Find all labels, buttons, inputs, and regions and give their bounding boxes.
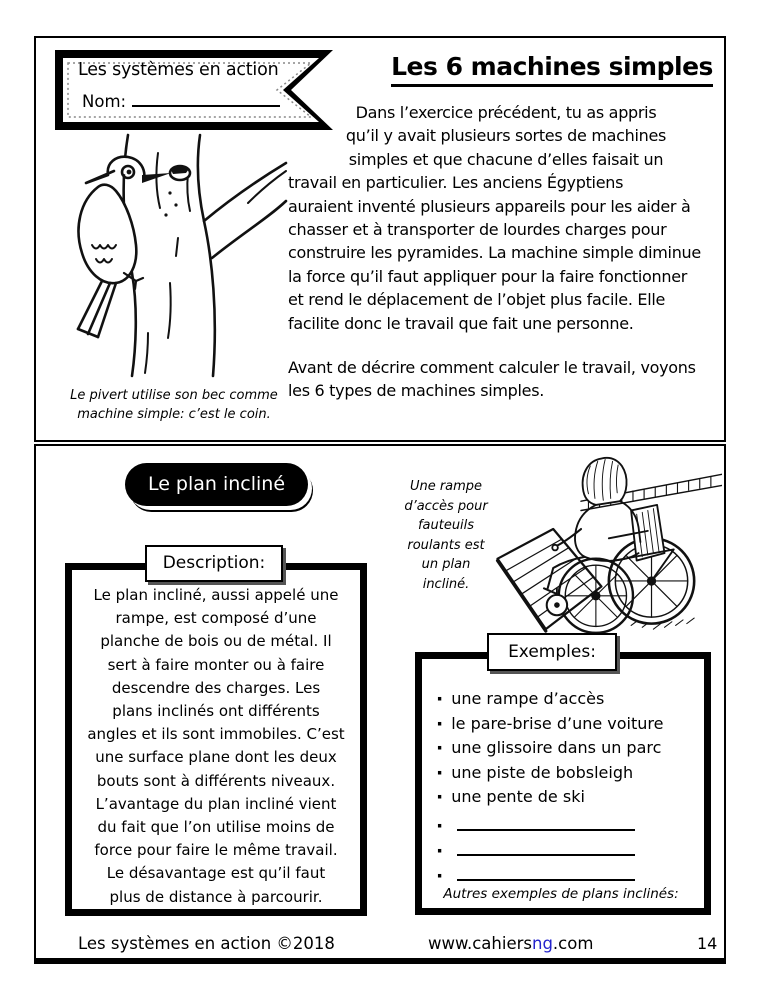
caption-line: incliné. <box>422 576 470 592</box>
example-blank-row <box>436 863 692 888</box>
example-item <box>436 785 692 810</box>
example-item-text: le pare-brise d’une voiture <box>451 713 664 733</box>
example-item-text: une glissoire dans un parc <box>451 738 662 757</box>
description-line: L’avantage du plan incliné vient <box>95 794 337 813</box>
intro-line: chasser et à transporter de lourdes charges pour <box>288 219 667 239</box>
description-line: descendre des charges. Les <box>111 678 321 697</box>
bullet-icon: · <box>436 737 444 759</box>
caption-line: Le pivert utilise son bec comme <box>70 388 278 403</box>
blank-write-line[interactable] <box>457 841 635 856</box>
intro-line: simples et que chacune d’elles faisait un <box>348 149 664 169</box>
section-heading-pill: Le plan incliné <box>125 463 308 506</box>
examples-label: Exemples: <box>487 633 617 671</box>
intro-paragraph <box>288 101 724 403</box>
page-number: 14 <box>697 934 718 953</box>
name-label: Nom: <box>82 92 127 111</box>
description-line: du fait que l’on utilise moins de <box>97 818 335 837</box>
example-item-text: une rampe d’accès <box>451 689 605 708</box>
description-line: Le plan incliné, aussi appelé une <box>93 586 339 604</box>
example-item-text: une piste de bobsleigh <box>451 762 634 782</box>
page-title: Les 6 machines simples <box>382 52 722 87</box>
description-line: force pour faire le même travail. <box>94 841 338 860</box>
intro-line: facilite donc le travail que fait une personne. <box>288 313 634 333</box>
website-prefix: www.cahiers <box>428 934 532 953</box>
example-item <box>436 736 692 761</box>
caption-line: d’accès pour <box>404 498 488 514</box>
description-line: bouts sont à différents niveaux. <box>96 771 336 790</box>
description-line: une surface plane dont les deux <box>95 748 337 767</box>
intro-line: construire les pyramides. La machine simple diminue <box>288 243 701 263</box>
name-write-line[interactable] <box>132 92 280 107</box>
intro-second-paragraph <box>288 356 724 403</box>
name-field-row <box>82 92 280 111</box>
intro-line: auraient inventé plusieurs appareils pour les aider à <box>288 196 691 216</box>
banner-title: Les systèmes en action <box>78 60 279 80</box>
bullet-icon: · <box>436 840 444 862</box>
intro-line: qu’il y avait plusieurs sortes de machines <box>345 126 667 146</box>
footer-series-copyright: Les systèmes en action ©2018 <box>78 934 335 953</box>
bullet-icon: · <box>436 865 444 887</box>
woodpecker-caption <box>48 386 300 424</box>
description-line: planche de bois ou de métal. Il <box>100 632 332 651</box>
description-line: plans inclinés ont différents <box>112 702 320 721</box>
description-line: plus de distance à parcourir. <box>109 887 323 906</box>
caption-line: Une rampe <box>409 479 483 494</box>
caption-line: fauteuils <box>417 518 475 533</box>
intro-line: la force qu’il faut appliquer pour la faire fonctionner <box>288 266 688 286</box>
website-accent: ng <box>531 934 553 953</box>
bullet-icon: · <box>436 786 444 808</box>
bullet-icon: · <box>436 688 444 710</box>
description-text <box>74 584 358 909</box>
description-line: angles et ils sont immobiles. C’est <box>87 725 345 744</box>
intro-line: travail en particulier. Les anciens Égyptiens <box>288 173 624 193</box>
bullet-icon: · <box>436 815 444 837</box>
intro-line: Avant de décrire comment calculer le travail, voyons <box>288 357 696 377</box>
blank-write-line[interactable] <box>457 816 635 831</box>
caption-line: un plan <box>421 557 471 572</box>
examples-note: Autres exemples de plans inclinés: <box>443 886 679 902</box>
description-line: sert à faire monter ou à faire <box>107 655 325 674</box>
woodpecker-illustration <box>58 133 288 378</box>
bullet-icon: · <box>436 712 444 735</box>
blank-write-line[interactable] <box>457 866 635 881</box>
examples-list <box>436 687 692 810</box>
examples-blank-lines <box>436 813 692 888</box>
intro-line: les 6 types de machines simples. <box>288 381 545 401</box>
intro-line: et rend le déplacement de l’objet plus facile. Elle <box>288 290 666 310</box>
intro-line: Dans l’exercice précédent, tu as appris <box>355 103 657 122</box>
website-suffix: .com <box>552 934 594 953</box>
example-blank-row <box>436 813 692 838</box>
description-label: Description: <box>145 545 283 582</box>
example-item <box>436 761 692 786</box>
example-item-text: une pente de ski <box>451 787 585 806</box>
caption-line: roulants est <box>407 537 485 553</box>
bullet-icon: · <box>436 761 444 784</box>
example-blank-row <box>436 838 692 863</box>
intro-full-lines <box>288 171 724 335</box>
caption-line: machine simple: c’est le coin. <box>77 407 271 422</box>
description-line: rampe, est composé d’une <box>115 609 317 628</box>
example-item <box>436 712 692 737</box>
example-item <box>436 687 692 712</box>
intro-indented-lines <box>288 101 724 171</box>
footer-website <box>428 934 593 953</box>
description-line: Le désavantage est qu’il faut <box>106 864 326 883</box>
wheelchair-ramp-illustration <box>492 442 722 642</box>
